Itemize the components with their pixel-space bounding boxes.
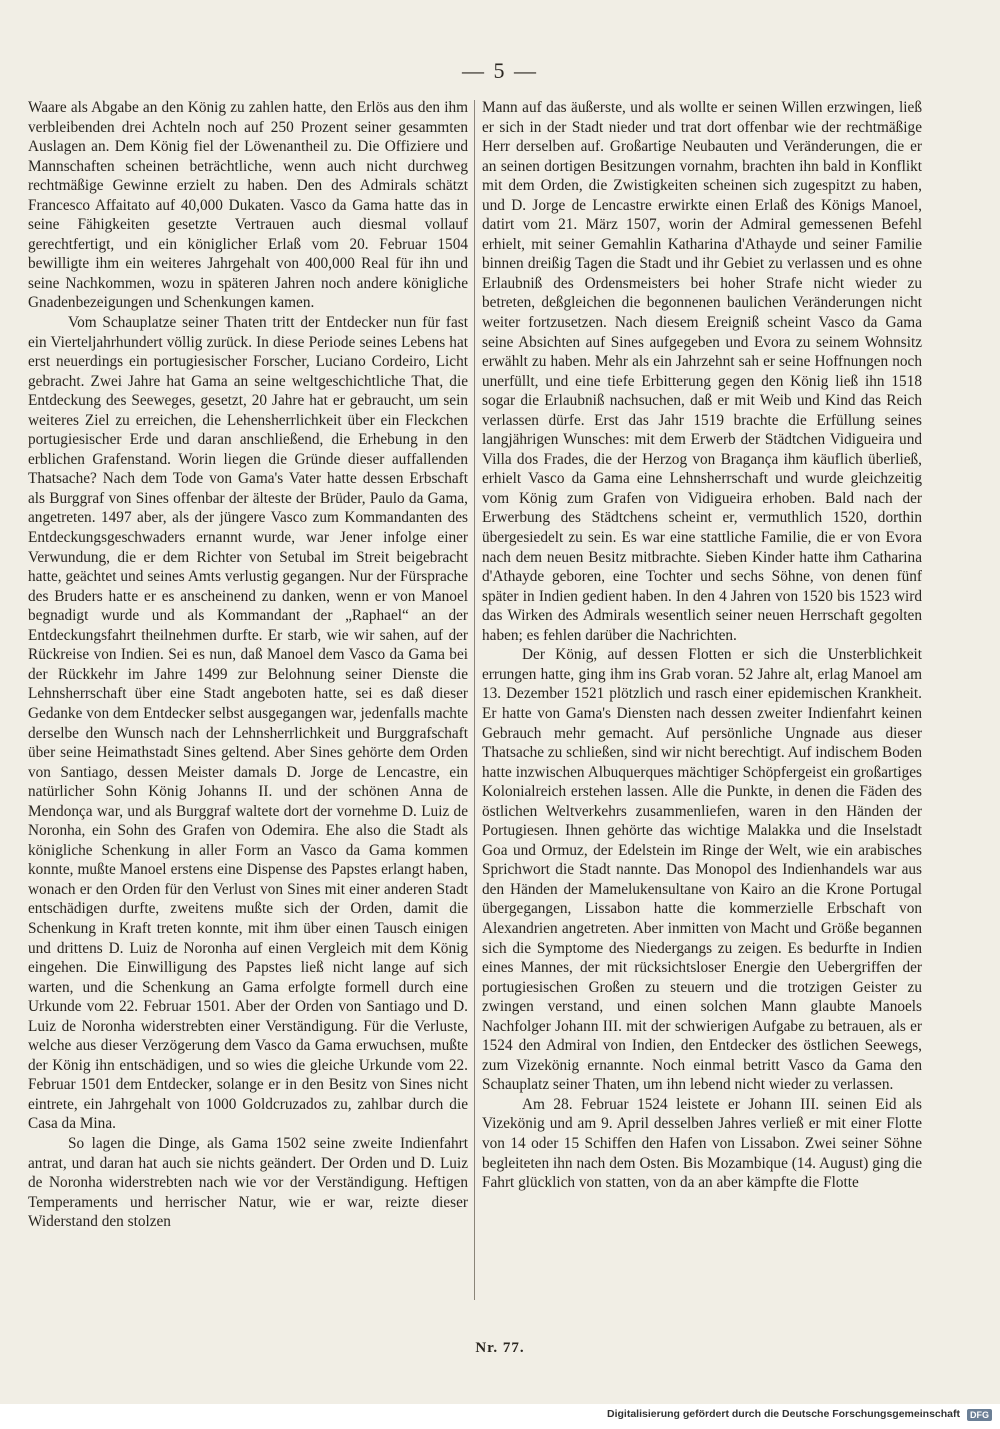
left-paragraph-2: Vom Schauplatze seiner Thaten tritt der Entdecker nun für fast ein Vierteljahrhundert völlig zurück. In diese Periode seines Lebens hat erst neuerdings ein portugiesischer Forscher, Luciano Cordeiro, Licht gebracht. Zwei Jahre hat Gama an seine weltgeschichtliche That, die Entdeckung des Seeweges, gesetzt, 20 Jahre hat er gebraucht, um sein weiteres Ziel zu erreichen, die Lehensherrlichkeit über ein Fleckchen portugiesischer Erde und daran anschließend, die Erhebung in den erblichen Grafenstand. Worin liegen die Gründe dieser auffallenden Thatsache? Nach dem Tode von Gama's Vater hatte dessen Erbschaft als Burggraf von Sines offenbar der älteste der Brüder, Paulo da Gama, angetreten. 1497 aber, als der jüngere Vasco zum Kommandanten des Entdeckungsgeschwaders ernannt wurde, war Jener infolge einer Verwundung, die er dem Richter von Setubal im Streit beigebracht hatte, geächtet und seines Amts verlustig gegangen. Nur der Fürsprache des Bruders hatte er es anscheinend zu danken, wenn er von Manoel begnadigt wurde und als Kommandant der „Raphael“ an der Entdeckungsfahrt theilnehmen durfte. Er starb, wie wir sahen, auf der Rückreise von Indien. Sei es nun, daß Manoel dem Vasco da Gama bei der Rückkehr im Jahre 1499 zur Belohnung seiner Dienste die Lehnsherrschaft über eine Stadt angeboten hatte, sei es daß dieser Gedanke von dem Entdecker selbst ausgegangen war, jedenfalls machte derselbe den Wunsch nach der Lehnsherrlichkeit und Burggrafschaft über seine Heimathstadt Sines geltend. Aber Sines gehörte dem Orden von Santiago, dessen Meister damals D. Jorge de Lencastre, ein natürlicher Sohn König Johanns II. und der schönen Anna de Mendonça war, und als Burggraf waltete dort der vornehme D. Luiz de Noronha, ein Sohn des Grafen von Odemira. Ehe also die Stadt als königliche Schenkung in aller Form an Vasco da Gama kommen konnte, mußte Manoel erstens eine Dispense des Papstes erlangt haben, wonach er den Orden für den Verlust von Sines mit einer anderen Stadt entschädigen durfte, zweitens mußte sich der Orden, damit die Schenkung in Kraft treten konnte, mit ihm über einen Tausch einigen und drittens D. Luiz de Noronha auf einen Vergleich mit dem König eingehen. Die Einwilligung des Papstes ließ nicht lange auf sich warten, und die Schenkung an Gama erfolgte formell durch eine Urkunde vom 22. Februar 1501. Aber der Orden von Santiago und D. Luiz de Noronha widerstrebten einer Verständigung. Für die Verluste, welche aus dieser Verzögerung dem Vasco da Gama erwuchsen, mußte der König ihn entschädigen, und so wies die gleiche Urkunde vom 22. Februar 1501 dem Entdecker, solange er in den Besitz von Sines nicht eintrete, ein Jahrgehalt von 1000 Goldcruzados zu, zahlbar durch die Casa da Mina.: [28, 314, 468, 1133]
left-paragraph-1: Waare als Abgabe an den König zu zahlen hatte, den Erlös aus den ihm verbleibenden drei Achteln noch auf 250 Prozent seiner gesammten Auslagen an. Dem König fiel der Löwenantheil zu. Die Offiziere und Mannschaften scheinen beträchtliche, wenn auch nicht durchweg rechtmäßige Gewinne erzielt zu haben. Den des Admirals schätzt Francesco Affaitato auf 40,000 Dukaten. Vasco da Gama hatte das in seine Fähigkeiten gesetzte Vertrauen auch diesmal vollauf gerechtfertigt, und ein königlicher Erlaß vom 20. Februar 1504 bewilligte ihm ein weiteres Jahrgehalt von 400,000 Real für ihn und seine Nachkommen, wozu in späteren Jahren noch andere königliche Gnadenbezeigungen und Schenkungen kamen.: [28, 99, 468, 312]
issue-number: Nr. 77.: [475, 1340, 525, 1356]
right-paragraph-1: Mann auf das äußerste, und als wollte er seinen Willen erzwingen, ließ er sich in der Stadt nieder und trat dort offenbar wie der rechtmäßige Herr derselben auf. Großartige Neubauten und Veränderungen, die er an seinen dortigen Besitzungen vornahm, brachten ihn bald in Konflikt mit dem Orden, die Zwistigkeiten scheinen sich zugespitzt zu haben, und D. Jorge de Lencastre erwirkte einen Erlaß des Königs Manoel, datirt vom 21. März 1507, worin der Admiral gemessenen Befehl erhielt, mit seiner Gemahlin Katharina d'Athayde und seiner Familie binnen dreißig Tagen die Stadt und ihr Gebiet zu verlassen und es ohne Erlaubniß des Ordensmeisters bei hoher Strafe nicht wieder zu betreten, deßgleichen die begonnenen baulichen Veränderungen nicht weiter fortzusetzen. Nach diesem Ereigniß scheint Vasco da Gama seine Absichten auf Sines aufgegeben und Evora zu seinem Wohnsitz erwählt zu haben. Mehr als ein Jahrzehnt sah er seine Hoffnungen noch unerfüllt, und eine tiefe Erbitterung gegen den König ließ ihn 1518 sogar die Erlaubniß nachsuchen, daß er mit Weib und Kind das Reich verlassen dürfe. Erst das Jahr 1519 brachte die Erfüllung seines langjährigen Wunsches: mit dem Erwerb der Städtchen Vidigueira und Villa dos Frades, die der Herzog von Bragança ihm käuflich überließ, erhielt Vasco da Gama eine Lehnsherrschaft und wurde gleichzeitig vom König zum Grafen von Vidigueira erhoben. Bald nach der Erwerbung des Städtchens scheint er, vermuthlich 1520, dorthin übergesiedelt zu sein. Es war eine stattliche Familie, die er von Evora nach dem neuen Besitz mitbrachte. Sieben Kinder hatte ihm Catharina d'Athayde geboren, eine Tochter und sechs Söhne, von denen fünf später in Indien gedient haben. In den 4 Jahren von 1520 bis 1523 wird das Wirken des Admirals wesentlich seiner neuen Herrschaft gegolten haben; es fehlen darüber die Nachrichten.: [482, 99, 922, 644]
right-paragraph-3: Am 28. Februar 1524 leistete er Johann III. seinen Eid als Vizekönig und am 9. April desselben Jahres verließ er mit einer Flotte von 14 oder 15 Schiffen den Hafen von Lissabon. Zwei seiner Söhne begleiteten ihn nach dem Osten. Bis Mozambique (14. August) ging die Fahrt glücklich von statten, von da an aber kämpfte die Flotte: [482, 1095, 922, 1192]
digitization-credit: Digitalisierung gefördert durch die Deutsche Forschungsgemeinschaft: [607, 1408, 960, 1420]
left-column: [28, 98, 468, 1313]
dfg-logo: DFG: [967, 1409, 992, 1421]
page-number-header: — 5 —: [462, 58, 538, 83]
column-divider: [474, 100, 475, 1300]
left-paragraph-3: So lagen die Dinge, als Gama 1502 seine zweite Indienfahrt antrat, und daran hat auch sie nichts geändert. Der Orden und D. Luiz de Noronha widerstrebten nach wie vor der Verständigung. Heftigen Temperaments und herrischer Natur, wie er war, reizte dieser Widerstand den stolzen: [28, 1134, 468, 1231]
right-column: [482, 98, 922, 1313]
right-paragraph-2: Der König, auf dessen Flotten er sich die Unsterblichkeit errungen hatte, ging ihm ins Grab voran. 52 Jahre alt, erlag Manoel am 13. Dezember 1521 plötzlich und rasch einer epidemischen Krankheit. Er hatte von Gama's Diensten nach dessen zweiter Indienfahrt keinen Gebrauch mehr gemacht. Auf persönliche Ungnade aus dieser Thatsache zu schließen, sind wir nicht berechtigt. Auf indischem Boden hatte inzwischen Albuquerques mächtiger Schöpfergeist ein großartiges Kolonialreich erstehen lassen. Alle die Punkte, in denen die Fäden des östlichen Weltverkehrs zusammenliefen, waren in den Händen der Portugiesen. Ihnen gehörte das wichtige Malakka und die Inselstadt Goa und Ormuz, der Edelstein im Ringe der Welt, wie ein arabisches Sprichwort die Stadt nannte. Das Monopol des Indienhandels war aus den Händen der Mamelukensultane von Kairo an die Krone Portugal übergegangen, Lissabon hatte die kommerzielle Erbschaft von Alexandrien angetreten. Aber inmitten von Macht und Größe begannen sich die Symptome des Niedergangs zu zeigen. Es bedurfte in Indien eines Mannes, der mit rücksichtsloser Energie den Uebergriffen der portugiesischen Großen zu steuern und die trotzigen Geister zu zwingen verstand, und einen solchen Mann glaubte Manoels Nachfolger Johann III. mit der schwierigen Aufgabe zu betrauen, als er 1524 den Admiral von Indien, den Entdecker des östlichen Seewegs, zum Vizekönig ernannte. Noch einmal betritt Vasco da Gama den Schauplatz seiner Thaten, um ihn lebend nicht wieder zu verlassen.: [482, 646, 922, 1094]
